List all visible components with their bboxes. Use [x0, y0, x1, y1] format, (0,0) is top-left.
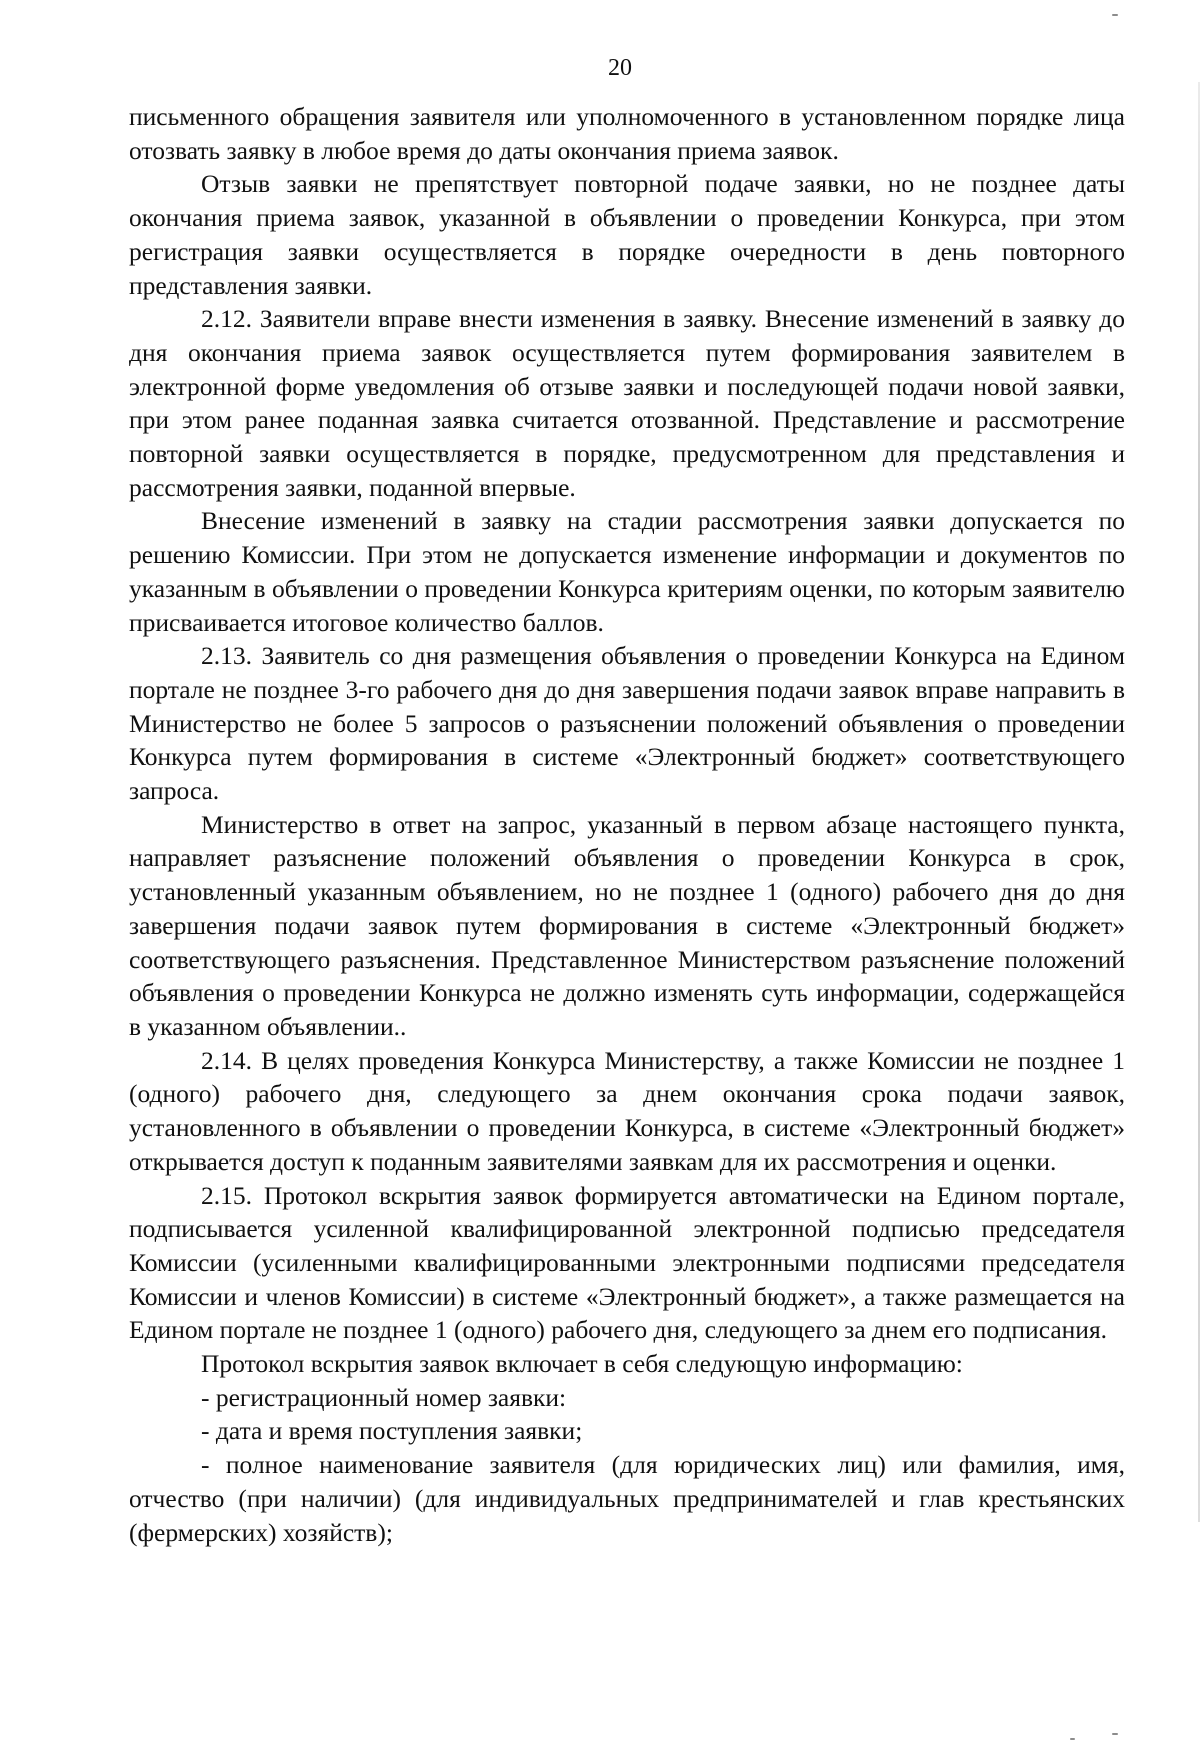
scan-speck: [1112, 1733, 1118, 1735]
paragraph-section-2-15: 2.15. Протокол вскрытия заявок формируется автоматически на Едином портале, подписывается усиленной квалифицированной электронной подписью председателя Комиссии (усиленными квалифицированными электронными подписями председателя Комиссии и членов Комиссии) в системе «Электронный бюджет», а также размещается на Едином портале не позднее 1 (одного) рабочего дня, следующего за днем его подписания.: [129, 1180, 1125, 1345]
scan-speck: [1070, 1738, 1075, 1740]
paragraph-section-2-14: 2.14. В целях проведения Конкурса Министерству, а также Комиссии не позднее 1 (одного) рабочего дня, следующего за днем окончания срока подачи заявок, установленного в объявлении о проведении Конкурса, в системе «Электронный бюджет» открывается доступ к поданным заявителями заявкам для их рассмотрения и оценки.: [129, 1045, 1125, 1176]
paragraph: Протокол вскрытия заявок включает в себя следующую информацию:: [201, 1349, 963, 1379]
paragraph: Министерство в ответ на запрос, указанный в первом абзаце настоящего пункта, направляет разъяснение положений объявления о проведении Конкурса в срок, установленный указанным объявлением, но не позднее 1 (одного) рабочего дня до дня завершения подачи заявок путем формирования в системе «Электронный бюджет» соответствующего разъяснения. Представленное Министерством разъяснение положений объявления о проведении Конкурса не должно изменять суть информации, содержащейся в указанном объявлении..: [129, 809, 1125, 1041]
paragraph: Отзыв заявки не препятствует повторной подаче заявки, но не позднее даты окончания приема заявок, указанной в объявлении о проведении Конкурса, при этом регистрация заявки осуществляется в порядке очередности в день повторного представления заявки.: [129, 169, 1125, 300]
paragraph-section-2-13: 2.13. Заявитель со дня размещения объявления о проведении Конкурса на Едином портале не позднее 3-го рабочего дня до дня завершения подачи заявок вправе направить в Министерство не более 5 запросов о разъяснении положений объявления о проведении Конкурса путем формирования в системе «Электронный бюджет» соответствующего запроса.: [129, 641, 1125, 806]
scan-speck: [1112, 14, 1118, 16]
page-number: 20: [608, 55, 632, 81]
list-item: - дата и время поступления заявки;: [201, 1416, 583, 1446]
paragraph: письменного обращения заявителя или уполномоченного в установленном порядке лица отозвать заявку в любое время до даты окончания приема заявок.: [129, 102, 1125, 165]
paragraph-section-2-12: 2.12. Заявители вправе внести изменения в заявку. Внесение изменений в заявку до дня окончания приема заявок осуществляется путем формирования заявителем в электронной форме уведомления об отзыве заявки и последующей подачи новой заявки, при этом ранее поданная заявка считается отозванной. Представление и рассмотрение повторной заявки осуществляется в порядке, предусмотренном для представления и рассмотрения заявки, поданной впервые.: [129, 304, 1125, 502]
paragraph: Внесение изменений в заявку на стадии рассмотрения заявки допускается по решению Комиссии. При этом не допускается изменение информации и документов по указанным в объявлении о проведении Конкурса критериям оценки, по которым заявителю присваивается итоговое количество баллов.: [129, 506, 1125, 637]
document-body: [129, 100, 1125, 1549]
list-item: - полное наименование заявителя (для юридических лиц) или фамилия, имя, отчество (при наличии) (для индивидуальных предпринимателей и глав крестьянских (фермерских) хозяйств);: [129, 1450, 1125, 1547]
list-item: - регистрационный номер заявки:: [201, 1382, 567, 1412]
